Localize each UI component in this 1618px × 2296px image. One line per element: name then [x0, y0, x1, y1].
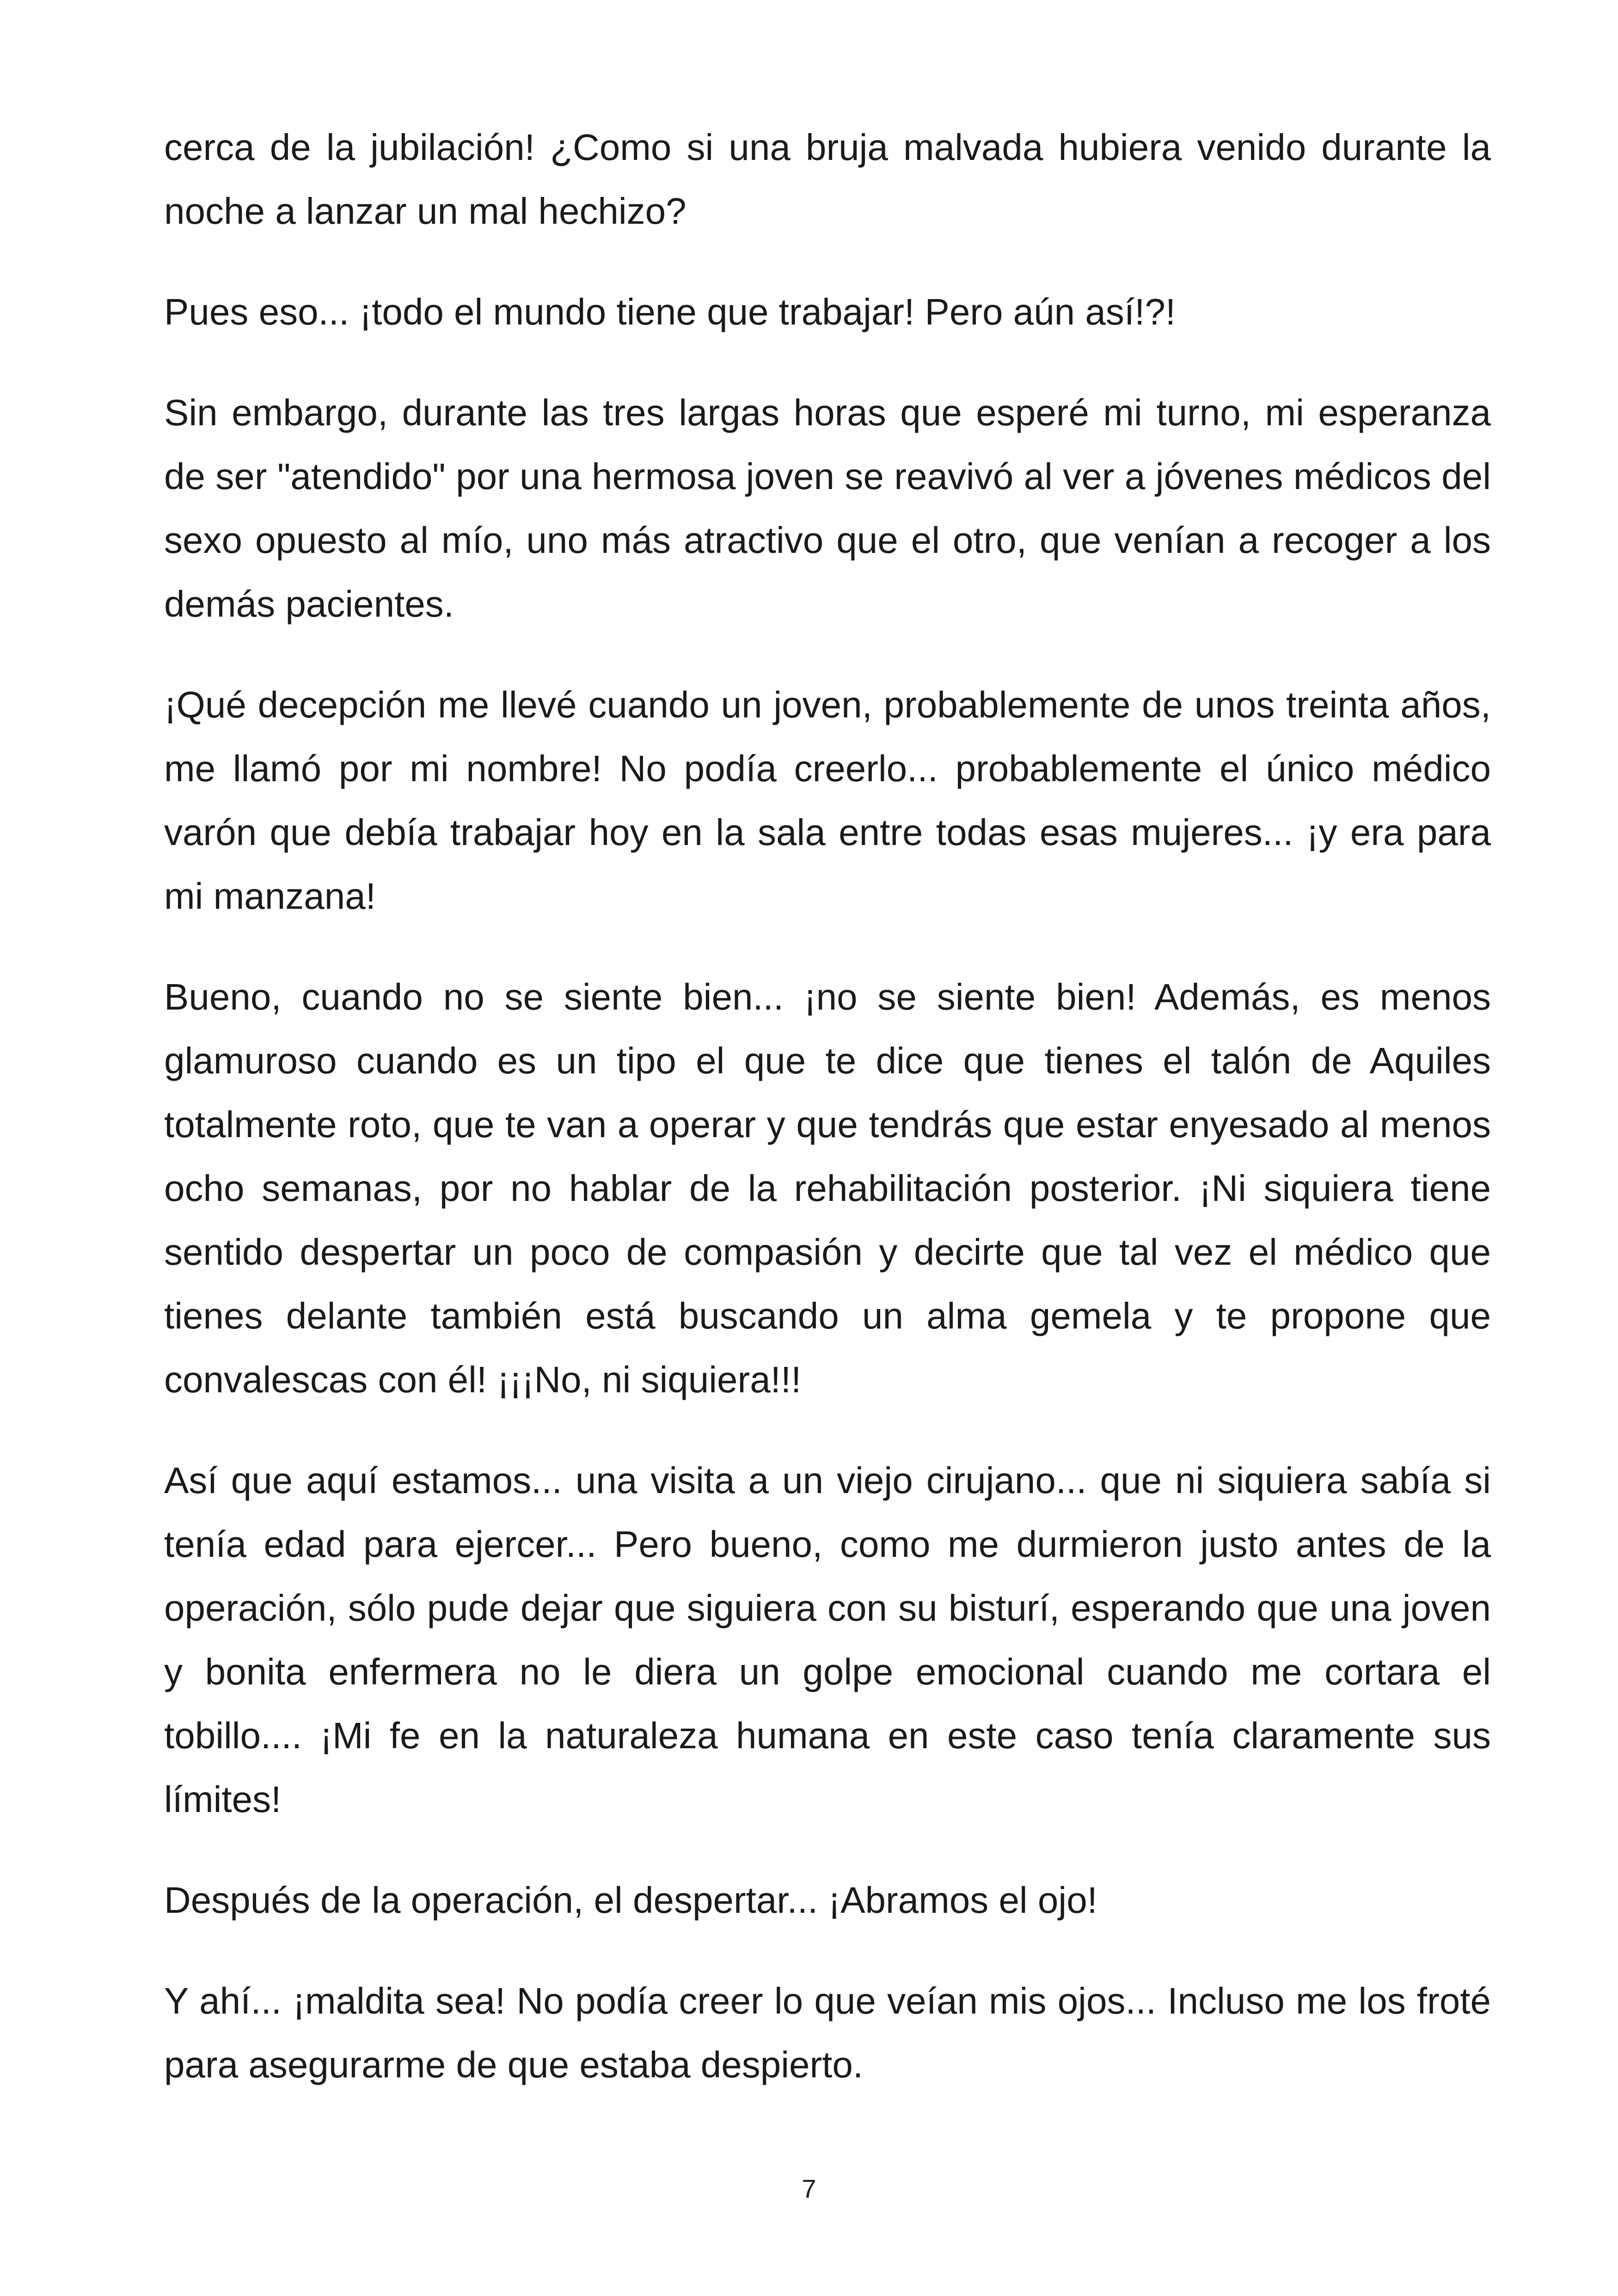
paragraph-1: cerca de la jubilación! ¿Como si una bruja malvada hubiera venido durante la noche a lanzar un mal hechizo?	[164, 127, 1491, 232]
paragraph-3: Sin embargo, durante las tres largas horas que esperé mi turno, mi esperanza de ser "atendido" por una hermosa joven se reavivó al ver a jóvenes médicos del sexo opuesto al mío, uno más atractivo que el otro, que venían a recoger a los demás pacientes.	[164, 392, 1491, 625]
paragraph-2: Pues eso... ¡todo el mundo tiene que trabajar! Pero aún así!?!	[164, 291, 1176, 332]
paragraph-5: Bueno, cuando no se siente bien... ¡no se siente bien! Además, es menos glamuroso cuando es un tipo el que te dice que tienes el talón de Aquiles totalmente roto, que te van a operar y que tendrás que estar enyesado al menos ocho semanas, por no hablar de la rehabilitación posterior. ¡Ni siquiera tiene sentido despertar un poco de compasión y decirte que tal vez el médico que tienes delante también está buscando un alma gemela y te propone que convalescas con él! ¡¡¡No, ni siquiera!!!	[164, 976, 1491, 1400]
body-text	[164, 116, 1491, 2134]
paragraph-6: Así que aquí estamos... una visita a un viejo cirujano... que ni siquiera sabía si tenía edad para ejercer... Pero bueno, como me durmieron justo antes de la operación, sólo pude dejar que siguiera con su bisturí, esperando que una joven y bonita enfermera no le diera un golpe emocional cuando me cortara el tobillo.... ¡Mi fe en la naturaleza humana en este caso tenía claramente sus límites!	[164, 1460, 1491, 1820]
paragraph-7: Después de la operación, el despertar... ¡Abramos el ojo!	[164, 1880, 1097, 1921]
page-number: 7	[802, 2174, 816, 2203]
paragraph-4: ¡Qué decepción me llevé cuando un joven, probablemente de unos treinta años, me llamó por mi nombre! No podía creerlo... probablemente el único médico varón que debía trabajar hoy en la sala entre todas esas mujeres... ¡y era para mi manzana!	[164, 684, 1491, 917]
paragraph-8: Y ahí... ¡maldita sea! No podía creer lo que veían mis ojos... Incluso me los froté para asegurarme de que estaba despierto.	[164, 1980, 1491, 2085]
